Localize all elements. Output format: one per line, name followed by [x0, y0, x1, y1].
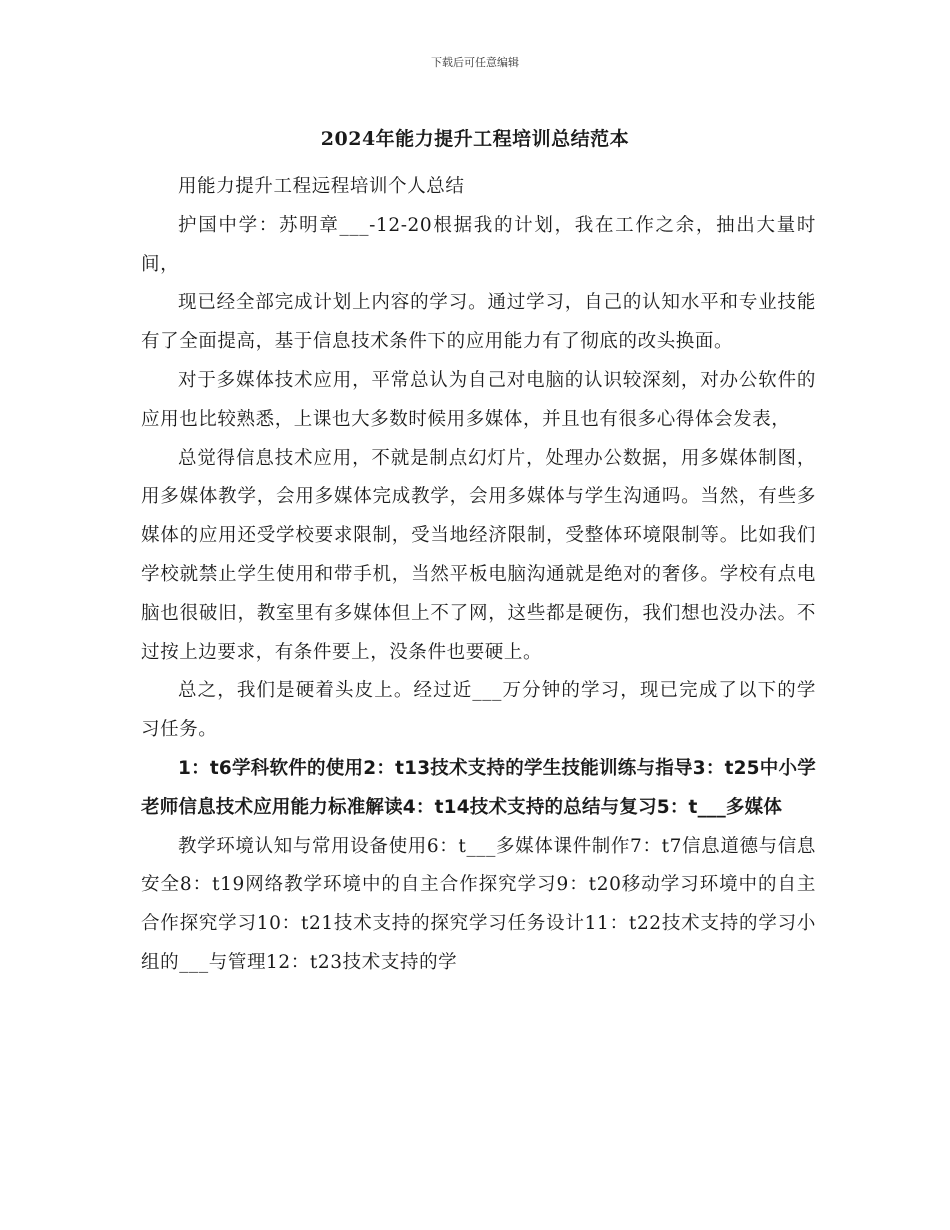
paragraph-task-list-bold: 1：t6学科软件的使用2：t13技术支持的学生技能训练与指导3：t25中小学老师信息技术应用能力标准解读4：t14技术支持的总结与复习5：t___多媒体	[141, 757, 816, 818]
paragraph-multimedia: 对于多媒体技术应用，平常总认为自己对电脑的认识较深刻，对办公软件的应用也比较熟悉，上课也大多数时候用多媒体，并且也有很多心得体会发表，	[141, 369, 816, 430]
document-body	[141, 168, 816, 983]
document-title: 2024年能力提升工程培训总结范本	[320, 128, 630, 150]
paragraph-completion: 现已经全部完成计划上内容的学习。通过学习，自己的认知水平和专业技能有了全面提高，基于信息技术条件下的应用能力有了彻底的改头换面。	[141, 292, 816, 353]
paragraph-it-application: 总觉得信息技术应用，不就是制点幻灯片，处理办公数据，用多媒体制图，用多媒体教学，会用多媒体完成教学，会用多媒体与学生沟通吗。当然，有些多媒体的应用还受学校要求限制，受当地经济限制，受整体环境限制等。比如我们学校就禁止学生使用和带手机，当然平板电脑沟通就是绝对的奢侈。学校有点电脑也很破旧，教室里有多媒体但上不了网，这些都是硬伤，我们想也没办法。不过按上边要求，有条件要上，没条件也要硬上。	[141, 447, 816, 663]
paragraph-intro: 护国中学：苏明章___-12-20根据我的计划，我在工作之余，抽出大量时间，	[141, 214, 816, 275]
paragraph-summary: 总之，我们是硬着头皮上。经过近___万分钟的学习，现已完成了以下的学习任务。	[141, 680, 816, 741]
paragraph-task-list: 教学环境认知与常用设备使用6：t___多媒体课件制作7：t7信息道德与信息安全8：t19网络教学环境中的自主合作探究学习9：t20移动学习环境中的自主合作探究学习10：t21技术支持的探究学习任务设计11：t22技术支持的学习小组的___与管理12：t23技术支持的学	[141, 835, 816, 973]
paragraph-subtitle: 用能力提升工程远程培训个人总结	[178, 176, 465, 197]
page-header: 下载后可任意编辑	[431, 56, 519, 69]
